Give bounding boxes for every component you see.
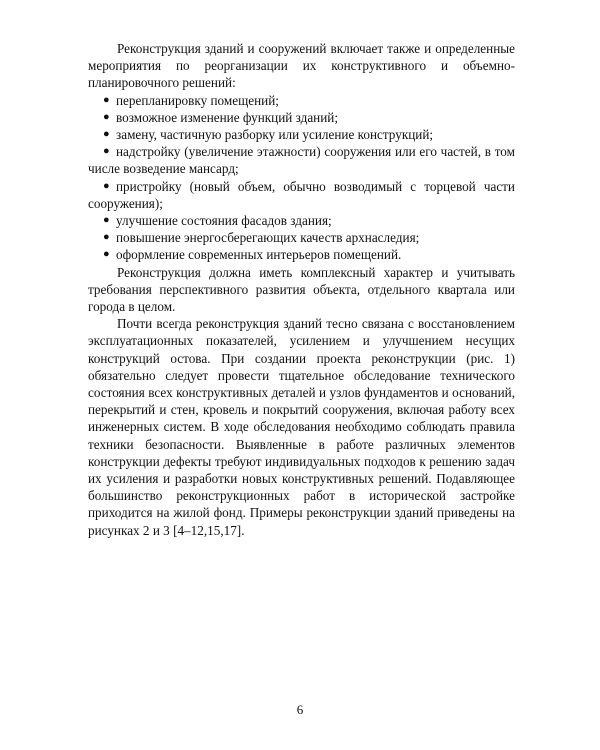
list-item-text: перепланировку помещений;: [116, 92, 279, 108]
bullet-icon: ●: [103, 110, 110, 123]
reconstruction-measures-list: [88, 92, 515, 264]
list-item: [88, 143, 515, 177]
bullet-icon: ●: [103, 128, 110, 141]
list-item: [88, 246, 515, 263]
list-item-text: возможное изменение функций зданий;: [116, 109, 339, 125]
list-item: [88, 178, 515, 212]
bullet-icon: ●: [103, 179, 110, 192]
list-item-text: надстройку (увеличение этажности) сооружения или его частей, в том числе возведение мансард;: [88, 144, 515, 177]
list-item-text: оформление современных интерьеров помещений.: [116, 247, 402, 263]
page-number: 6: [296, 702, 304, 717]
bullet-icon: ●: [103, 145, 110, 158]
intro-paragraph: Реконструкция зданий и сооружений включает также и определенные мероприятия по реорганизации их конструктивного и объемно-планировочного решений:: [88, 41, 515, 91]
bullet-icon: ●: [103, 214, 110, 227]
list-item-text: пристройку (новый объем, обычно возводимый с торцевой части сооружения);: [88, 178, 515, 211]
inspection-paragraph: Почти всегда реконструкция зданий тесно связана с восстановлением эксплуатационных показателей, усилением и улучшением несущих конструкций остова. При создании проекта реконструкции (рис. 1) обязательно следует провести тщательное обследование технического состояния всех конструктивных деталей и узлов фундаментов и оснований, перекрытий и стен, кровель и покрытий сооружения, включая работу всех инженерных систем. В ходе обследования необходимо соблюдать правила техники безопасности. Выявленные в работе различных элементов конструкции дефекты требуют индивидуальных подходов к решению задач их усиления и разработки новых конструктивных решений. Подавляющее большинство реконструкционных работ в исторической застройке приходится на жилой фонд. Примеры реконструкции зданий приведены на рисунках 2 и 3 [4–12,15,17].: [88, 316, 515, 538]
list-item: [88, 126, 515, 143]
bullet-icon: ●: [103, 231, 110, 244]
bullet-icon: ●: [103, 248, 110, 261]
list-item: [88, 109, 515, 126]
list-item: [88, 92, 515, 109]
development-paragraph: Реконструкция должна иметь комплексный характер и учитывать требования перспективного развития объекта, отдельного квартала или города в целом.: [88, 264, 515, 315]
list-item: [88, 212, 515, 229]
list-item-text: повышение энергосберегающих качеств архнаследия;: [116, 230, 420, 246]
bullet-icon: ●: [103, 93, 110, 106]
list-item-text: замену, частичную разборку или усиление конструкций;: [116, 127, 434, 143]
list-item-text: улучшение состояния фасадов здания;: [116, 213, 332, 229]
list-item: [88, 229, 515, 246]
page-body-text: [88, 40, 515, 539]
